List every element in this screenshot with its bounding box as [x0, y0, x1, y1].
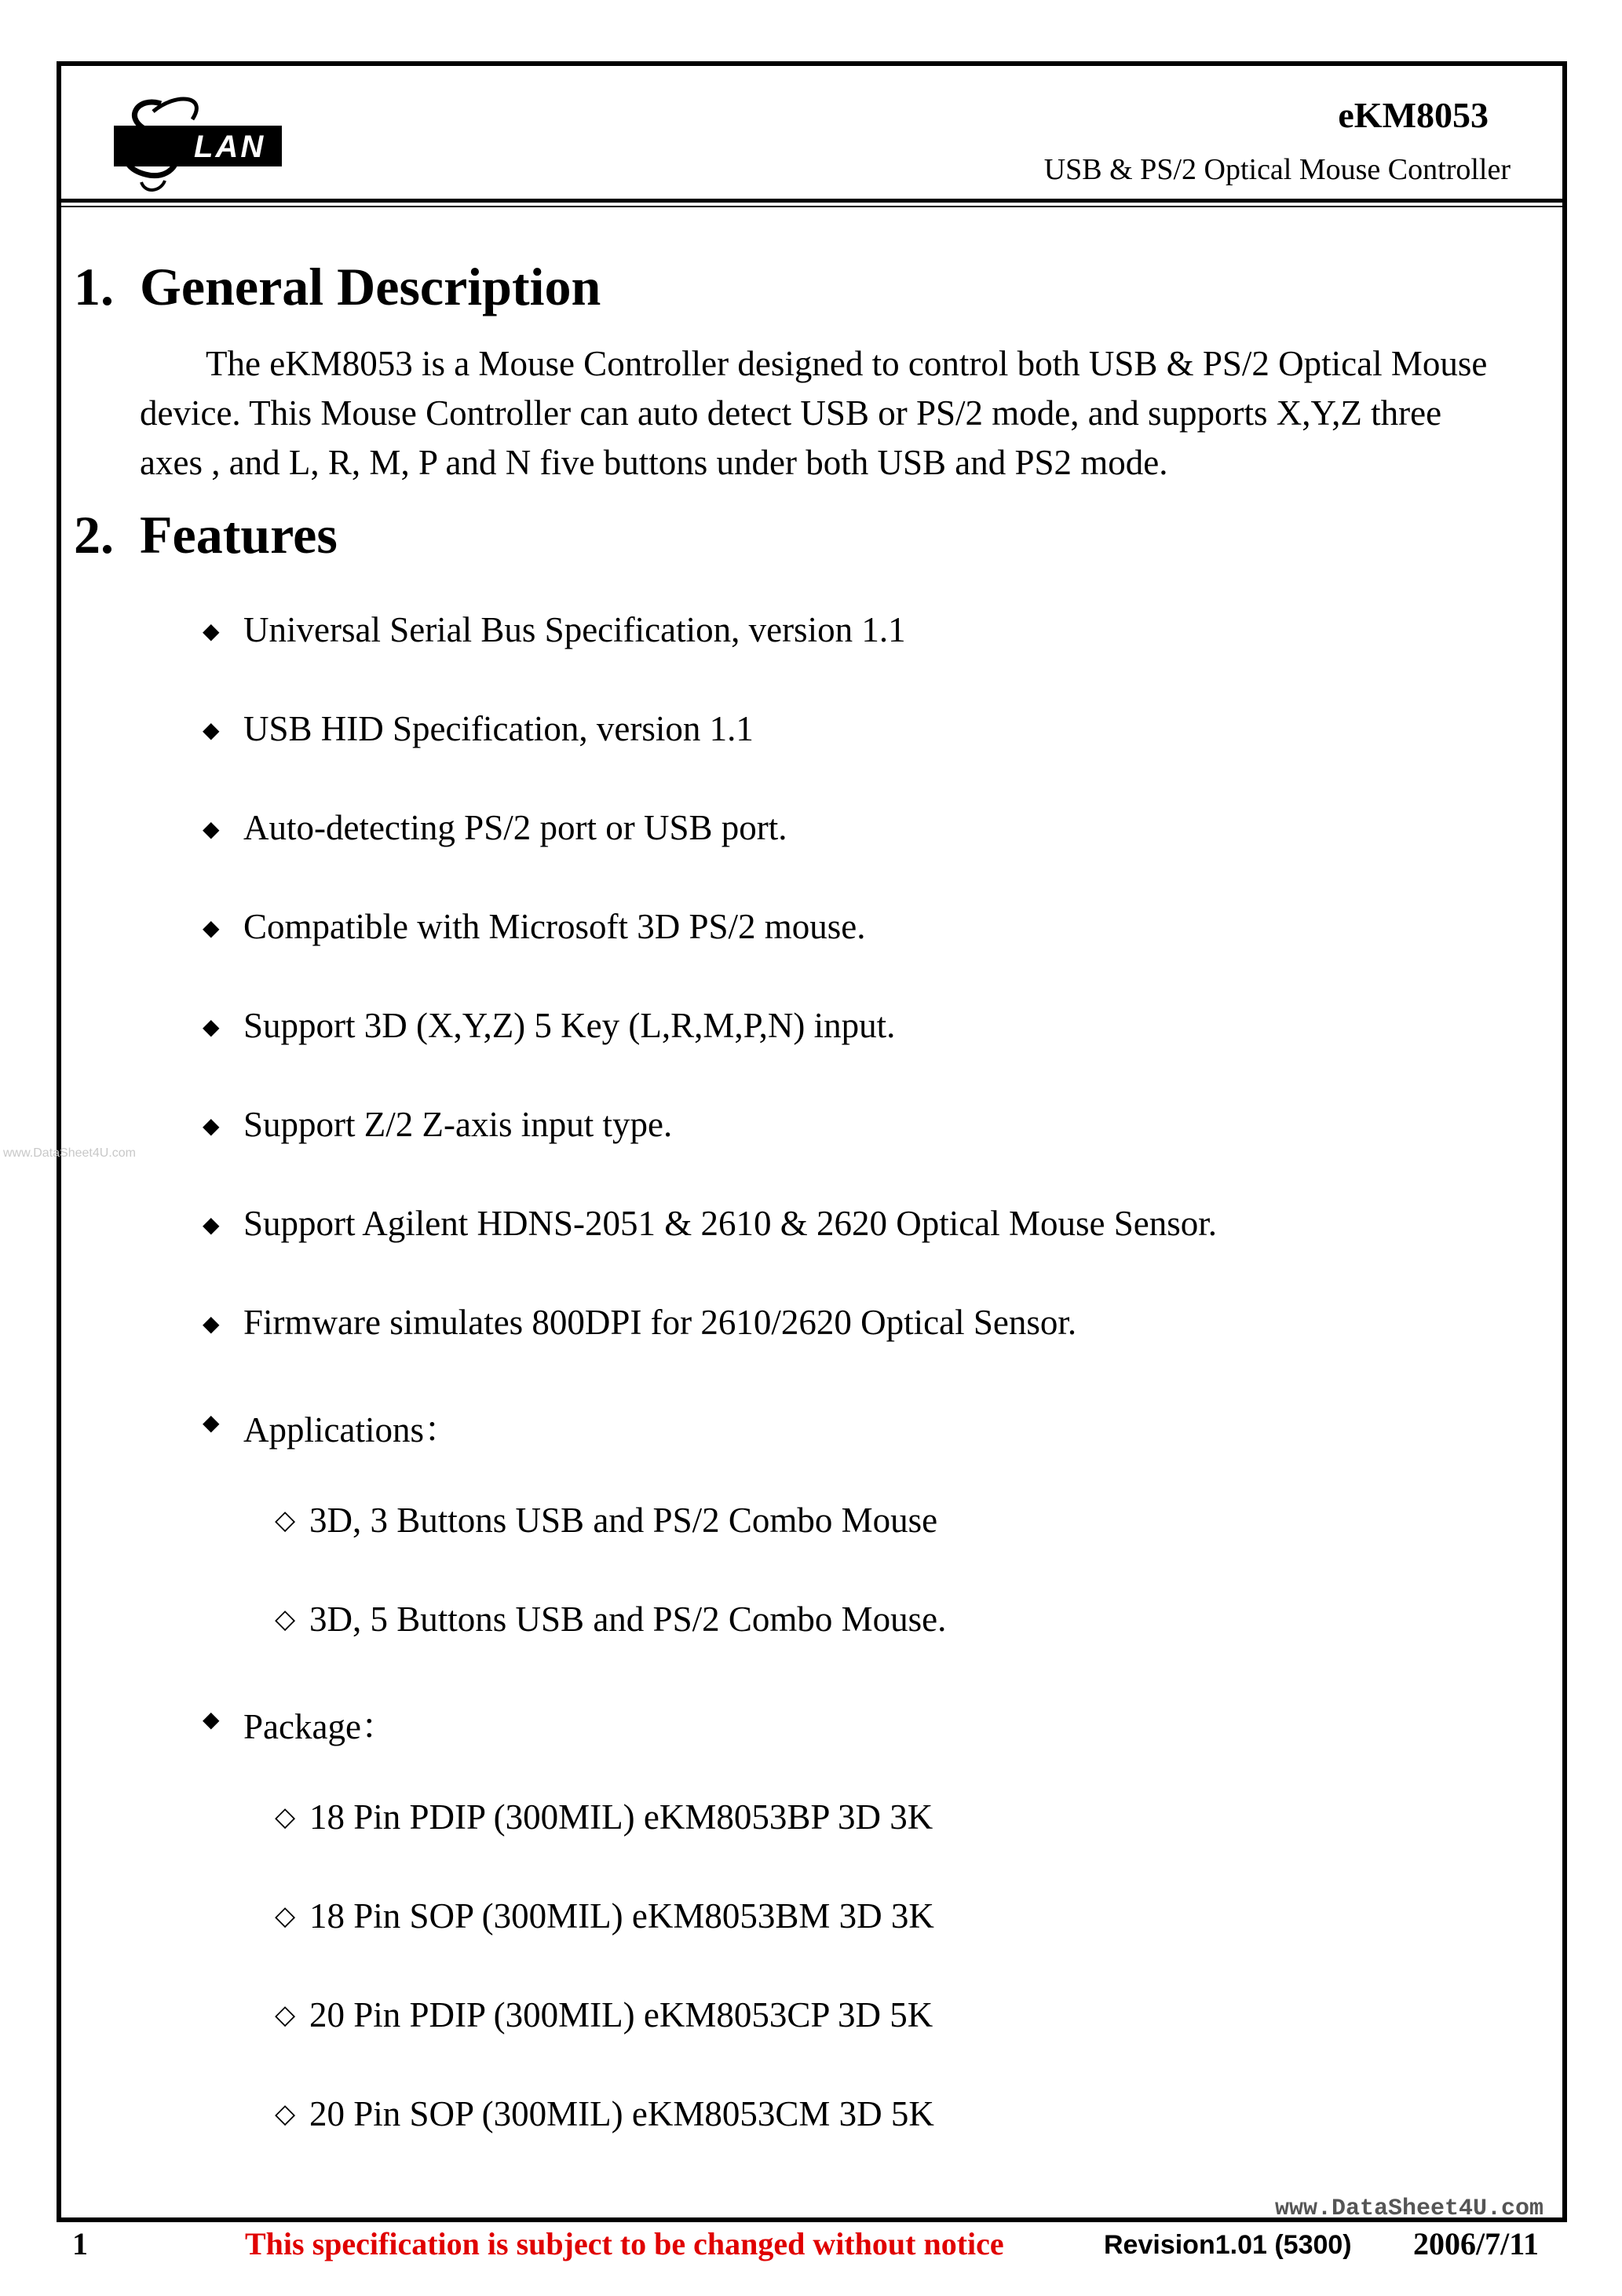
feature-item: Support Agilent HDNS-2051 & 2610 & 2620 Optical Mouse Sensor. — [243, 1204, 1217, 1243]
section-number: 1. — [74, 257, 114, 316]
section-heading-features — [74, 504, 338, 566]
feature-item: Support 3D (X,Y,Z) 5 Key (L,R,M,P,N) input. — [243, 1006, 896, 1045]
footer-date: 2006/7/11 — [1413, 2226, 1540, 2261]
feature-item: Firmware simulates 800DPI for 2610/2620 Optical Sensor. — [243, 1303, 1077, 1342]
feature-item-applications: Applications： — [243, 1410, 459, 1450]
elan-logo — [106, 88, 294, 198]
feature-item: Support Z/2 Z-axis input type. — [243, 1105, 673, 1144]
header-divider — [57, 199, 1567, 203]
application-item: 3D, 3 Buttons USB and PS/2 Combo Mouse — [309, 1501, 938, 1540]
footer-notice: This specification is subject to be changed without notice — [245, 2226, 1004, 2261]
section-heading-general-description — [74, 256, 601, 318]
svg-text:LAN: LAN — [194, 130, 266, 164]
section-title: Features — [140, 505, 338, 565]
feature-item: USB HID Specification, version 1.1 — [243, 709, 754, 748]
document-id: eKM8053 — [1338, 95, 1489, 135]
watermark-right: www.DataSheet4U.com — [1275, 2195, 1544, 2222]
hollow-diamond-bullet-icon: ◇ — [275, 1803, 296, 1832]
feature-item: Universal Serial Bus Specification, version 1.1 — [243, 610, 906, 649]
application-item: 3D, 5 Buttons USB and PS/2 Combo Mouse. — [309, 1600, 947, 1639]
package-item: 18 Pin PDIP (300MIL) eKM8053BP 3D 3K — [309, 1797, 933, 1837]
diamond-bullet-icon: ◆ — [203, 620, 220, 644]
diamond-bullet-icon: ◆ — [203, 718, 220, 743]
watermark-left: www.DataSheet4U.com — [3, 1146, 136, 1160]
hollow-diamond-bullet-icon: ◇ — [275, 2001, 296, 2030]
section-title: General Description — [140, 257, 601, 316]
hollow-diamond-bullet-icon: ◇ — [275, 1605, 296, 1634]
hollow-diamond-bullet-icon: ◇ — [275, 1902, 296, 1931]
page-number: 1 — [72, 2226, 88, 2261]
header-divider-thin — [57, 206, 1567, 207]
diamond-bullet-icon: ◆ — [203, 1015, 220, 1040]
diamond-bullet-icon: ◆ — [203, 817, 220, 842]
footer-revision: Revision1.01 (5300) — [1104, 2230, 1352, 2260]
package-item: 18 Pin SOP (300MIL) eKM8053BM 3D 3K — [309, 1896, 934, 1936]
description-text: The eKM8053 is a Mouse Controller designed to control both USB & PS/2 Optical Mouse device. This Mouse Controller can auto detect USB or PS/2 mode, and supports X,Y,Z three axes , and L, R, M, P and N five buttons under both USB and PS2 mode. — [140, 344, 1488, 482]
diamond-bullet-icon: ◆ — [203, 1312, 220, 1336]
hollow-diamond-bullet-icon: ◇ — [275, 1506, 296, 1535]
diamond-bullet-icon: ◆ — [203, 1411, 220, 1435]
feature-item: Auto-detecting PS/2 port or USB port. — [243, 808, 787, 847]
hollow-diamond-bullet-icon: ◇ — [275, 2100, 296, 2129]
package-item: 20 Pin PDIP (300MIL) eKM8053CP 3D 5K — [309, 1995, 933, 2035]
feature-item-package: Package： — [243, 1707, 396, 1746]
diamond-bullet-icon: ◆ — [203, 916, 220, 941]
general-description-paragraph — [140, 339, 1490, 488]
document-subtitle: USB & PS/2 Optical Mouse Controller — [1043, 153, 1511, 186]
feature-item: Compatible with Microsoft 3D PS/2 mouse. — [243, 907, 866, 946]
package-item: 20 Pin SOP (300MIL) eKM8053CM 3D 5K — [309, 2094, 934, 2133]
diamond-bullet-icon: ◆ — [203, 1114, 220, 1139]
section-number: 2. — [74, 505, 114, 565]
diamond-bullet-icon: ◆ — [203, 1213, 220, 1238]
diamond-bullet-icon: ◆ — [203, 1708, 220, 1732]
